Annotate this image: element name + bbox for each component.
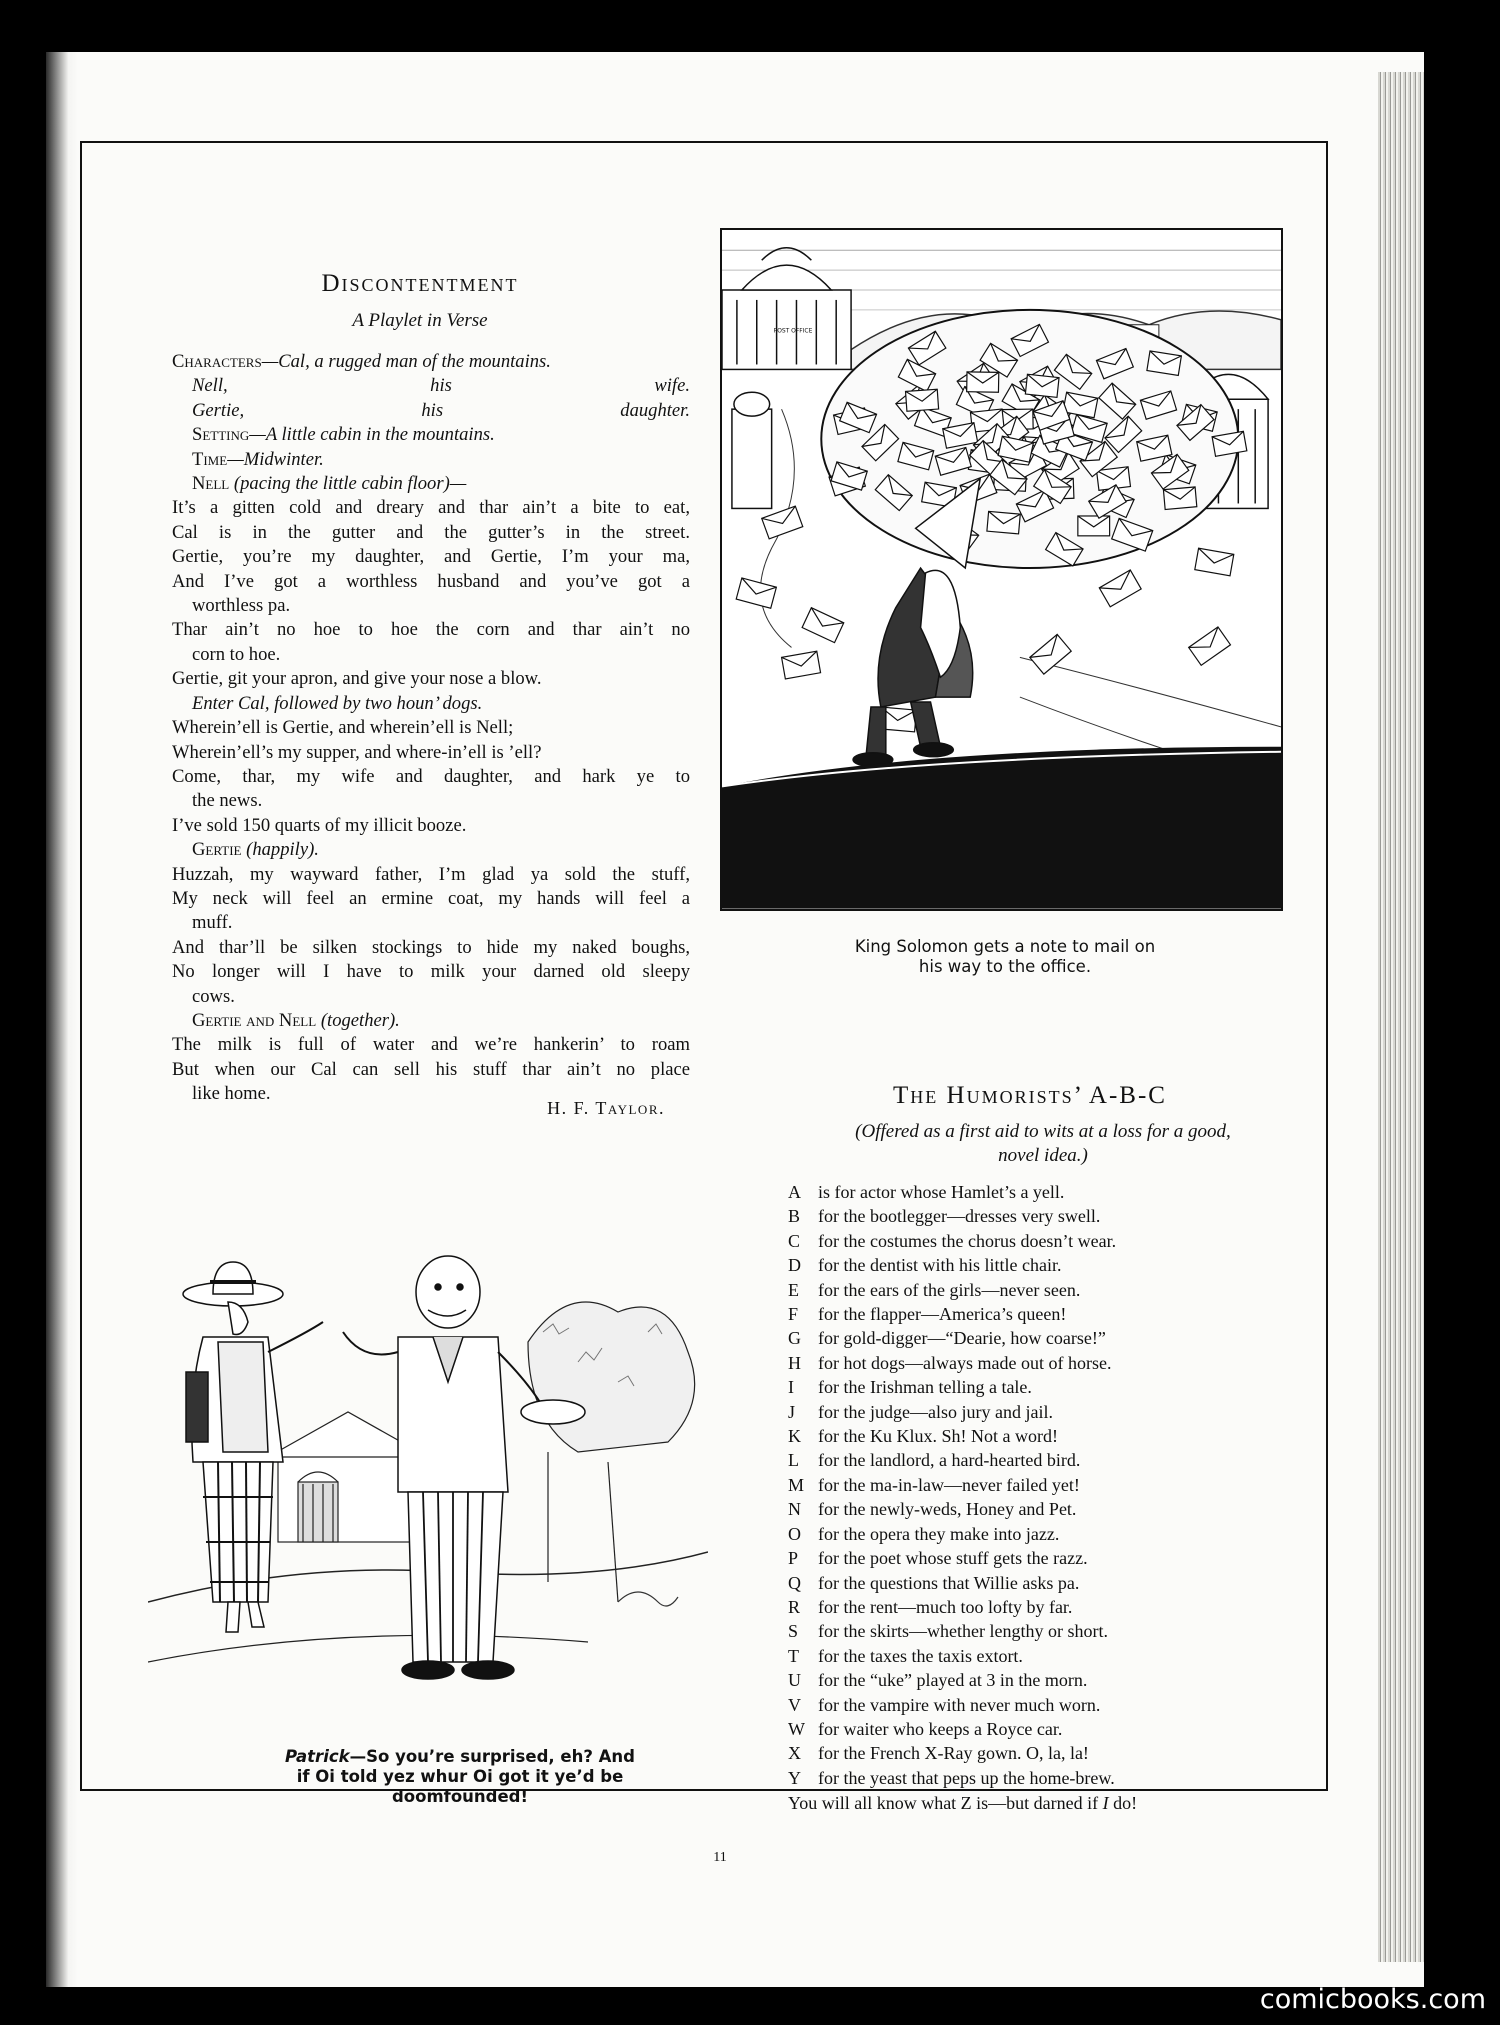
poem-line: But when our Cal can sell his stuff thar ain’t no place xyxy=(172,1058,690,1080)
poem-line: Cal is in the gutter and the gutter’s in the street. xyxy=(172,521,690,543)
abc-row xyxy=(788,1448,1288,1472)
speaker-label: Gertie and Nell xyxy=(192,1009,317,1031)
poem-line: Nell, his wife. xyxy=(192,375,690,397)
abc-row xyxy=(788,1180,1288,1204)
abc-row xyxy=(788,1375,1288,1399)
abc-letter: O xyxy=(788,1523,801,1544)
abc-letter: Q xyxy=(788,1572,801,1593)
abc-text: for the judge—also jury and jail. xyxy=(818,1401,1053,1422)
poem-line: Gertie, you’re my daughter, and Gertie, I’m your ma, xyxy=(172,546,690,568)
abc-row xyxy=(788,1229,1288,1253)
abc-letter: F xyxy=(788,1304,799,1325)
poem-line: Time—Midwinter. xyxy=(192,448,324,470)
abc-text: for the opera they make into jazz. xyxy=(818,1523,1060,1544)
poem-line: And thar’ll be silken stockings to hide my naked boughs, xyxy=(172,936,690,958)
poem-line: It’s a gitten cold and dreary and thar ain’t a bite to eat, xyxy=(172,497,690,519)
abc-row xyxy=(788,1522,1288,1546)
page-edges xyxy=(1378,72,1424,1962)
abc-subtitle: (Offered as a first aid to wits at a loss for a good, novel idea.) xyxy=(855,1121,1231,1166)
poem-line: like home. xyxy=(192,1083,271,1105)
abc-row xyxy=(788,1351,1288,1375)
patrick-illustration xyxy=(148,1222,708,1740)
poem-line: Enter Cal, followed by two houn’ dogs. xyxy=(192,692,483,714)
abc-letter: X xyxy=(788,1743,801,1764)
abc-text: for gold-digger—“Dearie, how coarse!” xyxy=(818,1328,1106,1349)
abc-letter: M xyxy=(788,1474,805,1495)
abc-text: for the rent—much too lofty by far. xyxy=(818,1596,1073,1617)
poem-line: Nell (pacing the little cabin floor)— xyxy=(192,473,467,495)
abc-text: for the Irishman telling a tale. xyxy=(818,1377,1032,1398)
abc-text: is for actor whose Hamlet’s a yell. xyxy=(818,1182,1065,1202)
abc-row xyxy=(788,1278,1288,1302)
poem-title: Discontentment xyxy=(321,270,519,297)
abc-row xyxy=(788,1424,1288,1448)
abc-closing-line: You will all know what Z is—but darned if I do! xyxy=(788,1793,1138,1814)
poem-line: Gertie, git your apron, and give your nose a blow. xyxy=(172,668,542,690)
poem-line: Gertie and Nell (together). xyxy=(192,1009,400,1031)
abc-text: for the landlord, a hard-hearted bird. xyxy=(818,1450,1081,1471)
abc-letter: Y xyxy=(788,1767,801,1788)
poem-line: Gertie (happily). xyxy=(192,839,319,861)
top-cartoon-caption: King Solomon gets a note to mail on his way to the office. xyxy=(854,937,1156,976)
poem-line: Wherein’ell is Gertie, and wherein’ell is Nell; xyxy=(172,717,514,739)
poem-body xyxy=(172,350,690,1107)
abc-text: for the ears of the girls—never seen. xyxy=(818,1279,1081,1300)
bottom-cartoon-caption: Patrick—So you’re surprised, eh? And if Oi told yez whur Oi got it ye’d be doomfounded! xyxy=(285,1747,635,1806)
poem-line: Thar ain’t no hoe to hoe the corn and thar ain’t no xyxy=(172,619,690,641)
poem-line: My neck will feel an ermine coat, my hands will feel a xyxy=(172,887,690,909)
abc-text: for the yeast that peps up the home-brew. xyxy=(818,1767,1115,1788)
binding-gutter xyxy=(46,52,78,1987)
watermark: comicbooks.com xyxy=(1259,1984,1486,2015)
speaker-label: Time xyxy=(192,448,228,470)
abc-text: for waiter who keeps a Royce car. xyxy=(818,1718,1063,1739)
abc-text: for the French X-Ray gown. O, la, la! xyxy=(818,1743,1089,1764)
abc-text: for the questions that Willie asks pa. xyxy=(818,1572,1080,1593)
poem-line: Wherein’ell’s my supper, and where-in’ell is ’ell? xyxy=(172,741,542,763)
abc-letter: K xyxy=(788,1426,801,1447)
abc-row xyxy=(788,1546,1288,1570)
poem-line: Come, thar, my wife and daughter, and hark ye to xyxy=(172,765,690,787)
abc-text: for the flapper—America’s queen! xyxy=(818,1304,1067,1325)
abc-row xyxy=(788,1619,1288,1643)
abc-text: for the poet whose stuff gets the razz. xyxy=(818,1548,1088,1569)
abc-row xyxy=(788,1693,1288,1717)
abc-text: for the newly-weds, Honey and Pet. xyxy=(818,1499,1077,1520)
poem-line: Huzzah, my wayward father, I’m glad ya sold the stuff, xyxy=(172,863,690,885)
abc-letter: B xyxy=(788,1206,801,1227)
abc-letter: L xyxy=(788,1450,799,1471)
abc-letter: H xyxy=(788,1352,801,1373)
abc-row xyxy=(788,1497,1288,1521)
speaker-label: Gertie xyxy=(192,839,242,861)
abc-row xyxy=(788,1766,1288,1790)
king-solomon-illustration xyxy=(720,228,1283,911)
abc-row xyxy=(788,1473,1288,1497)
abc-row xyxy=(788,1326,1288,1350)
speaker-name: Patrick xyxy=(285,1747,350,1766)
abc-row xyxy=(788,1668,1288,1692)
poem-subtitle: A Playlet in Verse xyxy=(352,310,488,331)
poem-line: Gertie, his daughter. xyxy=(192,399,690,421)
poem-line: corn to hoe. xyxy=(192,643,281,665)
abc-text: for the bootlegger—dresses very swell. xyxy=(818,1206,1101,1227)
poem-line: The milk is full of water and we’re hankerin’ to roam xyxy=(172,1034,690,1056)
abc-letter: J xyxy=(788,1401,796,1422)
abc-text: for the Ku Klux. Sh! Not a word! xyxy=(818,1426,1058,1447)
poem-line: the news. xyxy=(192,790,263,812)
abc-letter: A xyxy=(788,1182,801,1202)
post-office-sign: POST OFFICE xyxy=(773,327,813,335)
abc-letter: U xyxy=(788,1670,801,1691)
poem-author: H. F. Taylor. xyxy=(547,1098,665,1118)
speaker-label: Setting xyxy=(192,424,250,446)
speaker-label: Nell xyxy=(192,473,230,495)
abc-letter: C xyxy=(788,1230,801,1251)
poem-line: Characters—Cal, a rugged man of the mountains. xyxy=(172,351,551,372)
abc-letter: W xyxy=(788,1718,805,1739)
abc-row xyxy=(788,1644,1288,1668)
abc-row xyxy=(788,1253,1288,1277)
abc-text: for hot dogs—always made out of horse. xyxy=(818,1352,1112,1373)
abc-letter: S xyxy=(788,1621,799,1642)
abc-text: for the ma-in-law—never failed yet! xyxy=(818,1474,1080,1495)
abc-title: The Humorists’ A-B-C xyxy=(893,1082,1167,1109)
abc-row xyxy=(788,1717,1288,1741)
abc-row xyxy=(788,1571,1288,1595)
abc-text: for the vampire with never much worn. xyxy=(818,1694,1101,1715)
abc-letter: V xyxy=(788,1694,801,1715)
abc-letter: D xyxy=(788,1255,801,1276)
abc-letter: I xyxy=(788,1377,794,1398)
poem-line: worthless pa. xyxy=(192,595,291,617)
poem-line: cows. xyxy=(192,985,235,1007)
abc-text: for the skirts—whether lengthy or short. xyxy=(818,1621,1108,1642)
abc-row xyxy=(788,1204,1288,1228)
abc-letter: N xyxy=(788,1499,801,1520)
abc-text: for the “uke” played at 3 in the morn. xyxy=(818,1670,1088,1691)
poem-line: And I’ve got a worthless husband and you’ve got a xyxy=(172,570,690,592)
abc-row xyxy=(788,1595,1288,1619)
abc-row xyxy=(788,1302,1288,1326)
abc-letter: G xyxy=(788,1328,801,1349)
abc-letter: P xyxy=(788,1548,799,1569)
poem-line: I’ve sold 150 quarts of my illicit booze. xyxy=(172,814,467,836)
abc-letter: T xyxy=(788,1645,799,1666)
poem-line: Setting—A little cabin in the mountains. xyxy=(192,424,495,446)
poem-line: muff. xyxy=(192,912,233,934)
abc-text: for the dentist with his little chair. xyxy=(818,1255,1062,1276)
abc-letter: E xyxy=(788,1279,799,1300)
page-number: 11 xyxy=(713,1850,727,1865)
abc-row xyxy=(788,1741,1288,1765)
abc-text: for the taxes the taxis extort. xyxy=(818,1645,1023,1666)
abc-letter: R xyxy=(788,1596,801,1617)
abc-row xyxy=(788,1400,1288,1424)
poem-line: No longer will I have to milk your darned old sleepy xyxy=(172,961,690,983)
abc-list xyxy=(788,1180,1288,1816)
speaker-label: Characters xyxy=(172,351,262,372)
abc-text: for the costumes the chorus doesn’t wear. xyxy=(818,1230,1117,1251)
